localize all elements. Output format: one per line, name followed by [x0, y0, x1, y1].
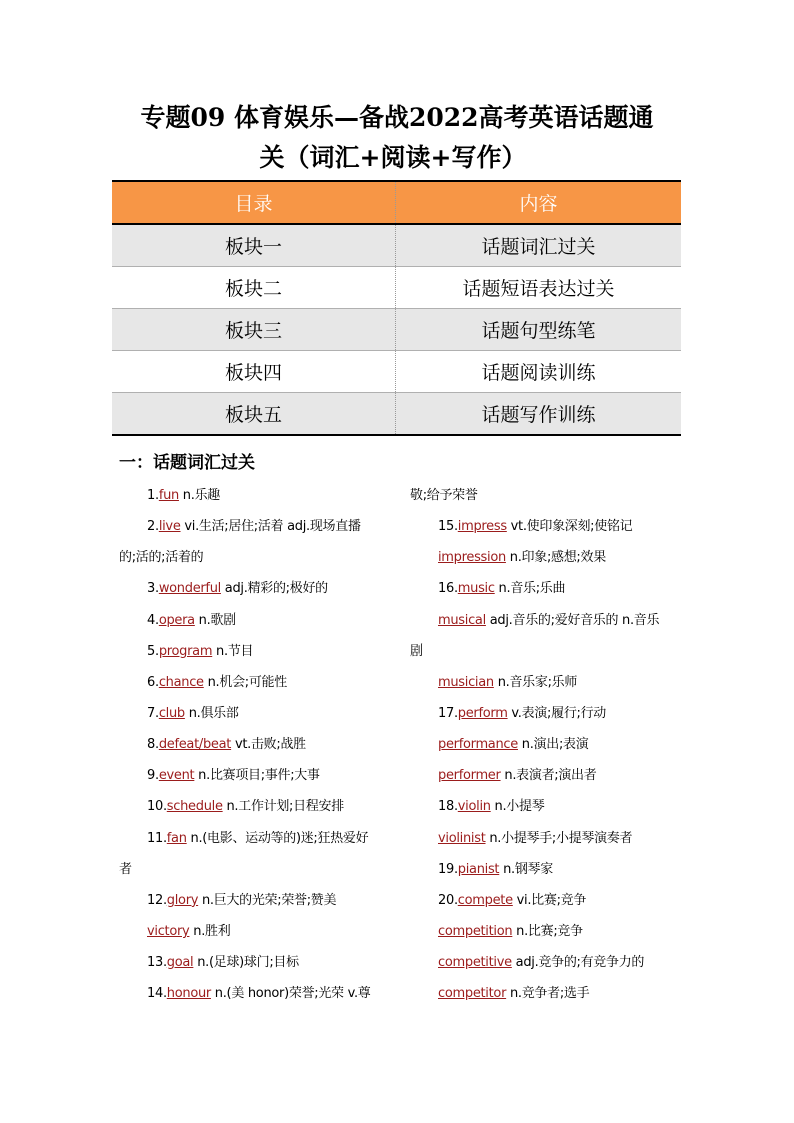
- vocab-definition: 的;活的;活着的: [119, 550, 204, 566]
- toc-block-cell: 板块二: [112, 267, 396, 309]
- vocab-line: [410, 791, 680, 822]
- table-of-contents: [112, 180, 681, 436]
- vocab-word: goal: [166, 955, 194, 971]
- vocab-number: 12.: [147, 892, 167, 908]
- vocab-number: 18.: [438, 799, 458, 815]
- vocab-line: [410, 916, 680, 947]
- vocab-number: 4.: [147, 612, 159, 628]
- toc-block-cell: 板块一: [112, 224, 396, 267]
- vocab-line: [410, 947, 680, 978]
- vocab-word: violin: [457, 799, 491, 815]
- vocab-word: program: [158, 643, 213, 659]
- vocab-definition: n.胜利: [189, 923, 231, 939]
- toc-block-cell: 板块三: [112, 309, 396, 351]
- vocab-definition: n.竞争者;选手: [506, 986, 590, 1002]
- vocab-line: [119, 978, 389, 1009]
- vocab-word: competitive: [438, 955, 512, 971]
- vocab-number: 1.: [147, 488, 159, 503]
- vocab-word: event: [158, 768, 195, 784]
- vocab-definition: n.工作计划;日程安排: [222, 799, 344, 815]
- vocab-definition: n.音乐;乐曲: [494, 581, 566, 597]
- vocab-line: [410, 636, 680, 667]
- vocab-word: club: [158, 705, 185, 721]
- document-title-line-2: 关（词汇+阅读+写作）: [259, 143, 527, 172]
- vocab-line: [410, 885, 680, 916]
- vocab-column-right: [410, 480, 680, 1009]
- vocab-word: musical: [438, 612, 486, 628]
- toc-row: [112, 351, 681, 393]
- vocab-definition: n.小提琴: [490, 799, 545, 815]
- toc-content-cell: 话题词汇过关: [396, 224, 682, 267]
- vocab-definition: n.印象;感想;效果: [505, 550, 606, 566]
- vocab-line: [119, 667, 389, 698]
- vocab-line: [410, 605, 680, 636]
- toc-block-cell: 板块四: [112, 351, 396, 393]
- vocab-line: [119, 573, 389, 604]
- vocab-definition: vi.比赛;竞争: [512, 892, 587, 908]
- vocab-number: 14.: [147, 986, 167, 1002]
- vocab-definition: v.表演;履行;行动: [507, 705, 607, 721]
- vocab-definition: n.音乐家;乐师: [493, 674, 578, 690]
- vocab-definition: n.乐趣: [178, 488, 220, 503]
- vocab-number: 8.: [147, 737, 159, 753]
- vocab-number: 10.: [147, 799, 167, 815]
- vocab-line: [410, 823, 680, 854]
- toc-header-directory: 目录: [112, 181, 396, 224]
- vocab-definition: n.表演者;演出者: [500, 768, 597, 784]
- vocab-definition: adj.竞争的;有竞争力的: [511, 955, 645, 971]
- document-title-line-1: 专题09 体育娱乐—备战2022高考英语话题通: [140, 103, 654, 132]
- toc-block-cell: 板块五: [112, 393, 396, 436]
- vocab-line: [410, 573, 680, 604]
- vocab-definition: adj.音乐的;爱好音乐的 n.音乐: [485, 612, 660, 628]
- vocab-definition: adj.精彩的;极好的: [220, 581, 328, 597]
- vocab-number: 5.: [147, 643, 159, 659]
- vocab-line: [410, 542, 680, 573]
- vocab-definition: n.比赛;竞争: [512, 923, 583, 939]
- vocab-line: [119, 916, 389, 947]
- vocab-word: performance: [438, 737, 518, 753]
- vocab-line: [119, 542, 389, 573]
- vocab-word: music: [457, 581, 495, 597]
- vocab-definition: n.巨大的光荣;荣誉;赞美: [198, 892, 337, 908]
- vocab-definition: vi.生活;居住;活着 adj.现场直播: [180, 519, 361, 535]
- vocab-line: [410, 480, 680, 511]
- vocab-line: [119, 947, 389, 978]
- toc-row: [112, 393, 681, 436]
- vocab-word: honour: [166, 986, 211, 1002]
- vocab-word: performer: [438, 768, 501, 784]
- vocab-line: [119, 636, 389, 667]
- vocab-number: 13.: [147, 955, 167, 971]
- vocab-number: 9.: [147, 768, 159, 784]
- vocab-number: 15.: [438, 519, 458, 535]
- vocab-word: perform: [457, 705, 508, 721]
- vocab-line: [119, 791, 389, 822]
- vocab-line: [410, 729, 680, 760]
- vocab-word: defeat/beat: [158, 737, 232, 753]
- vocab-line: [119, 760, 389, 791]
- vocab-word: chance: [158, 674, 204, 690]
- vocab-word: fan: [166, 830, 187, 846]
- vocab-definition: vt.击败;战胜: [231, 737, 306, 753]
- vocab-word: glory: [166, 892, 199, 908]
- toc-content-cell: 话题阅读训练: [396, 351, 682, 393]
- toc-row: [112, 267, 681, 309]
- vocab-number: 20.: [438, 892, 458, 908]
- vocab-number: 11.: [147, 830, 167, 846]
- toc-header-row: [112, 181, 681, 224]
- vocab-number: 6.: [147, 674, 159, 690]
- vocab-line: [410, 854, 680, 885]
- vocab-definition: n.比赛项目;事件;大事: [194, 768, 320, 784]
- vocab-word: schedule: [166, 799, 223, 815]
- vocab-line: [119, 854, 389, 885]
- vocab-word: musician: [438, 674, 494, 690]
- vocab-definition: n.小提琴手;小提琴演奏者: [485, 830, 633, 846]
- vocab-definition: n.歌剧: [194, 612, 236, 628]
- vocab-word: competitor: [438, 986, 507, 1002]
- vocab-word: victory: [147, 923, 190, 939]
- vocab-line: [119, 823, 389, 854]
- toc-header-content: 内容: [396, 181, 682, 224]
- vocab-word: live: [158, 519, 181, 535]
- vocab-column-left: [119, 480, 389, 1009]
- vocab-word: fun: [158, 488, 179, 503]
- vocab-definition: n.(足球)球门;目标: [193, 955, 299, 971]
- vocab-definition: n.演出;表演: [517, 737, 589, 753]
- vocab-definition: 敬;给予荣誉: [410, 488, 478, 503]
- toc-content-cell: 话题句型练笔: [396, 309, 682, 351]
- vocab-definition: vt.使印象深刻;使铭记: [506, 519, 633, 535]
- toc-row: [112, 224, 681, 267]
- vocab-number: 19.: [438, 861, 458, 877]
- vocab-line: [119, 885, 389, 916]
- vocab-number: 16.: [438, 581, 458, 597]
- vocab-word: competition: [438, 923, 513, 939]
- vocab-definition: n.节目: [212, 643, 254, 659]
- vocab-line: [119, 698, 389, 729]
- vocab-definition: n.钢琴家: [499, 861, 553, 877]
- vocab-definition: 者: [119, 861, 132, 877]
- vocab-word: violinist: [438, 830, 486, 846]
- vocab-definition: n.俱乐部: [184, 705, 239, 721]
- vocab-line: [410, 978, 680, 1009]
- vocab-number: 7.: [147, 705, 159, 721]
- vocab-line: [410, 667, 680, 698]
- vocab-line: [410, 760, 680, 791]
- vocab-number: 17.: [438, 705, 458, 721]
- vocab-number: 3.: [147, 581, 159, 597]
- vocab-word: wonderful: [158, 581, 221, 597]
- section-heading: 一：话题词汇过关: [119, 453, 255, 473]
- toc-row: [112, 309, 681, 351]
- vocab-definition: n.(美 honor)荣誉;光荣 v.尊: [210, 986, 371, 1002]
- vocab-definition: n.机会;可能性: [203, 674, 287, 690]
- toc-content-cell: 话题短语表达过关: [396, 267, 682, 309]
- vocab-line: [119, 511, 389, 542]
- vocab-word: pianist: [457, 861, 500, 877]
- vocab-word: opera: [158, 612, 195, 628]
- vocab-definition: 剧: [410, 643, 423, 659]
- vocab-line: [119, 605, 389, 636]
- vocab-definition: n.(电影、运动等的)迷;狂热爱好: [186, 830, 369, 846]
- vocab-word: impression: [438, 550, 506, 566]
- vocab-word: impress: [457, 519, 507, 535]
- toc-content-cell: 话题写作训练: [396, 393, 682, 436]
- vocab-line: [119, 480, 389, 511]
- vocab-word: compete: [457, 892, 513, 908]
- vocab-number: 2.: [147, 519, 159, 535]
- vocab-line: [119, 729, 389, 760]
- vocab-line: [410, 698, 680, 729]
- vocab-line: [410, 511, 680, 542]
